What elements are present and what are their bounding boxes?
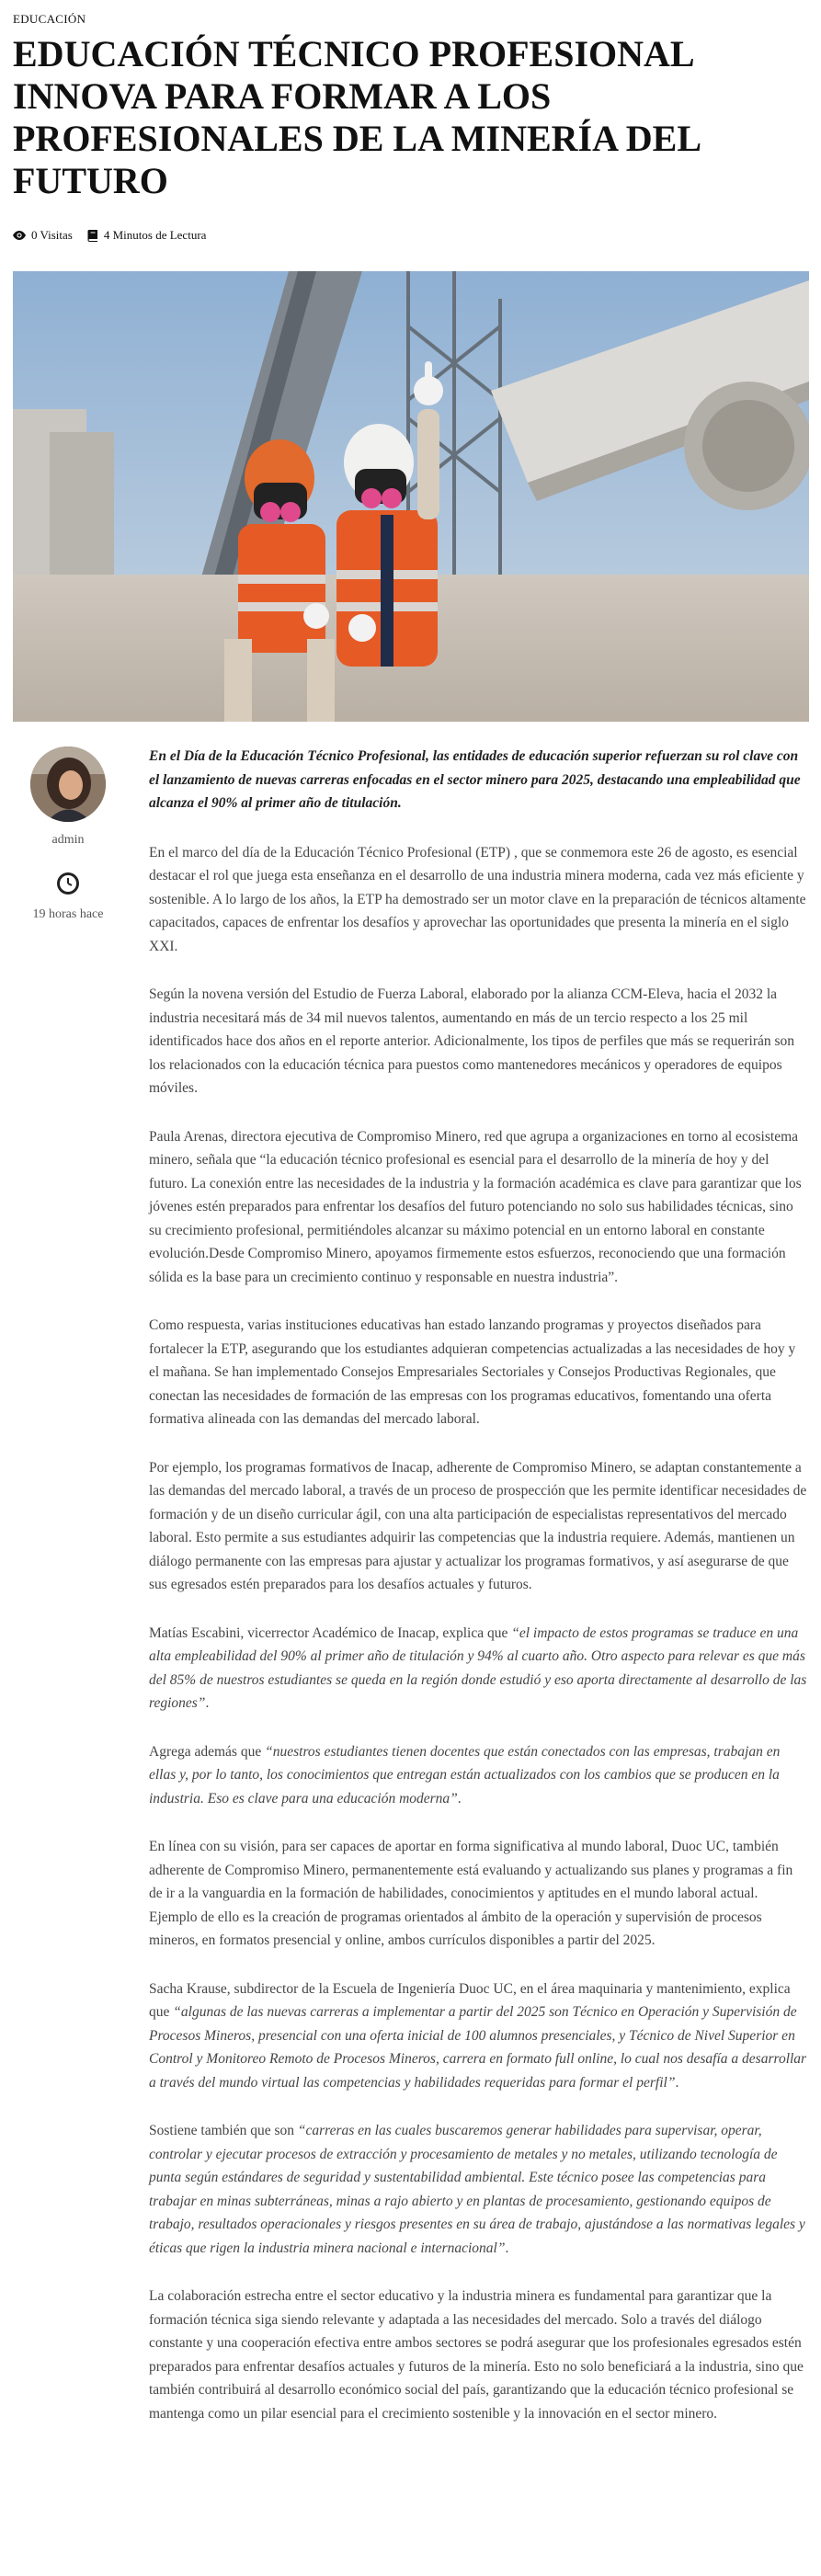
avatar[interactable] xyxy=(30,747,106,822)
paragraph-6-intro: Matías Escabini, vicerrector Académico de Inacap, explica que xyxy=(149,1624,512,1641)
article-body xyxy=(149,745,809,2450)
paragraph-7-intro: Agrega además que xyxy=(149,1743,266,1760)
paragraph-11: La colaboración estrecha entre el sector educativo y la industria minera es fundamental para garantizar que la formación técnica siga siendo relevante y adaptada a las necesidades del mercado. Solo a través del diálogo constante y una cooperación efectiva entre ambos sectores se podrá asegurar que los profesionales egresados estén preparados para enfrentar desafíos actuales y futuros de la minería. Esto no solo beneficiará a la industria, sino que también contribuirá al desarrollo económico social del país, garantizando que la educación técnico profesional se mantenga como un pilar esencial para el crecimiento sostenible y la innovación en el sector minero. xyxy=(149,2288,804,2422)
paragraph-6-quote: “el impacto de estos programas se traduce en una alta empleabilidad del 90% al primer año de titulación y 94% al cuarto año. Otro aspecto para relevar es que más del 85% de nuestros estudiantes se queda en la región donde estudió y eso aporta directamente al desarrollo de las regiones” xyxy=(149,1624,807,1711)
visits-count: 0 Visitas xyxy=(31,228,73,242)
paragraph-6 xyxy=(149,1622,809,1715)
author-sidebar xyxy=(13,747,123,922)
article-meta xyxy=(13,228,206,243)
paragraph-5: Por ejemplo, los programas formativos de Inacap, adherente de Compromiso Minero, se adaptan constantemente a las demandas del mercado laboral, a través de un proceso de prospección que les permite identificar necesidades de formación y de un diseño curricular ágil, con una alta participación de especialistas representativos del mercado laboral. Esto permite a sus estudiantes adquirir las competencias que la industria requiere. Además, mantienen un diálogo permanente con las empresas para ajustar y actualizar los programas formativos, y así asegurarse de que sus egresados estén preparados para los desafíos actuales y futuros. xyxy=(149,1459,807,1592)
paragraph-4: Como respuesta, varias instituciones educativas han estado lanzando programas y proyectos diseñados para fortalecer la ETP, asegurando que los estudiantes adquieran competencias actualizadas a las necesidades de hoy y el mañana. Se han implementado Consejos Empresariales Sectoriales y Consejos Productivas Regionales, que conectan las necesidades de formación de las empresas con los programas educativos, fomentando una oferta formativa alineada con las demandas del mercado laboral. xyxy=(149,1317,796,1427)
reading-time-meta xyxy=(87,228,207,243)
paragraph-9 xyxy=(149,1978,809,2095)
article-title: EDUCACIÓN TÉCNICO PROFESIONAL INNOVA PARA FORMAR A LOS PROFESIONALES DE LA MINERÍA DEL FUTURO xyxy=(13,33,700,201)
author-name[interactable]: admin xyxy=(51,833,85,847)
visits-meta xyxy=(13,228,73,243)
clock-icon xyxy=(56,872,80,895)
paragraph-10 xyxy=(149,2119,809,2260)
article-lead: En el Día de la Educación Técnico Profesional, las entidades de educación superior refuerzan su rol clave con el lanzamiento de nuevas carreras enfocadas en el sector minero para 2025, destacando una empleabilidad que alcanza el 90% al primer año de titulación. xyxy=(149,748,801,811)
book-icon xyxy=(87,230,98,242)
publish-time: 19 horas hace xyxy=(32,907,104,921)
hero-image xyxy=(13,271,809,722)
category-label[interactable]: EDUCACIÓN xyxy=(13,12,86,26)
paragraph-8: En línea con su visión, para ser capaces de aportar en forma significativa al mundo laboral, Duoc UC, también adherente de Compromiso Minero, permanentemente está evaluando y actualizando sus planes y programas a fin de ir a la vanguardia en la formación de habilidades, conocimientos y aptitudes en el mundo laboral actual. Ejemplo de ello es la creación de programas orientados al ámbito de la operación y supervisión de procesos mineros, en formatos presencial y online, ambos currículos disponibles a partir del 2025. xyxy=(149,1839,793,1948)
paragraph-10-intro: Sostiene también que son xyxy=(149,2123,298,2138)
paragraph-10-end: . xyxy=(505,2240,509,2256)
paragraph-1: En el marco del día de la Educación Técnico Profesional (ETP) , que se conmemora este 26 de agosto, es esencial destacar el rol que juega esta enseñanza en el desarrollo de una industria minera moderna, cada vez más eficiente y sostenible. A lo largo de los años, la ETP ha demostrado ser un motor clave en la preparación de técnicos altamente capacitados, capaces de enfrentar los desafíos y aprovechar las oportunidades que presenta la minería en el siglo XXI. xyxy=(149,844,806,954)
paragraph-2: Según la novena versión del Estudio de Fuerza Laboral, elaborado por la alianza CCM-Eleva, hacia el 2032 la industria necesitará más de 34 mil nuevos talentos, aumentando en más de un tercio respecto a los 25 mil identificados hace dos años en el reporte anterior. Adicionalmente, los tipos de perfiles que más se requerirán son los relacionados con la educación técnica para puestos como mantenedores mecánicos y operadores de equipos móviles. xyxy=(149,986,795,1096)
paragraph-7-end: . xyxy=(457,1790,462,1807)
paragraph-9-end: . xyxy=(675,2074,679,2091)
paragraph-6-end: . xyxy=(205,1695,210,1711)
eye-icon xyxy=(13,231,26,240)
paragraph-3: Paula Arenas, directora ejecutiva de Compromiso Minero, red que agrupa a organizaciones en torno al ecosistema minero, señala que “la educación técnico profesional es esencial para el desarrollo de la minería de hoy y del futuro. La conexión entre las necesidades de la industria y la formación académica es clave para garantizar que los jóvenes estén preparados para enfrentar los desafíos del futuro potenciando no solo sus habilidades técnicas, sino su crecimiento profesional, permitiéndoles alcanzar su máximo potencial en un entorno laboral en constante evolución.Desde Compromiso Minero, apoyamos firmemente estos esfuerzos, reconociendo que una formación sólida es la base para un crecimiento continuo y responsable en nuestra industria”. xyxy=(149,1128,802,1285)
paragraph-10-quote: “carreras en las cuales buscaremos generar habilidades para supervisar, operar, controlar y ejecutar procesos de extracción y procesamiento de metales y no metales, utilizando tecnología de punta según estándares de seguridad y sustentabilidad ambiental. Este técnico posee las competencias para trabajar en minas subterráneas, minas a rajo abierto y en plantas de procesamiento, gestionando equipos de trabajo, resultados operacionales y riesgos presentes en su área de trabajo, ajustándose a las normativas legales y éticas que rigen la industria minera nacional e internacional” xyxy=(149,2123,805,2256)
paragraph-7 xyxy=(149,1740,809,1811)
paragraph-7-quote: “nuestros estudiantes tienen docentes que están conectados con las empresas, trabajan en ellas y, por lo tanto, los conocimientos que entregan están actualizados con los cambios que se producen en la industria. Eso es clave para una educación moderna” xyxy=(149,1743,781,1807)
reading-time: 4 Minutos de Lectura xyxy=(103,228,207,242)
paragraph-9-quote: “algunas de las nuevas carreras a implementar a partir del 2025 son Técnico en Operación y Supervisión de Procesos Mineros, presencial con una oferta inicial de 100 alumnos presenciales, y Técnico de Nivel Superior en Control y Monitoreo Remoto de Procesos Mineros, carrera en formato full online, lo cual nos desafía a desarrollar a través del mundo virtual las competencias y habilidades requeridas para formar el perfil” xyxy=(149,2004,807,2091)
paragraph-9-intro: Sacha Krause, subdirector de la Escuela de Ingeniería Duoc UC, en el área maquinaria y mantenimiento, explica que xyxy=(149,1980,791,2020)
